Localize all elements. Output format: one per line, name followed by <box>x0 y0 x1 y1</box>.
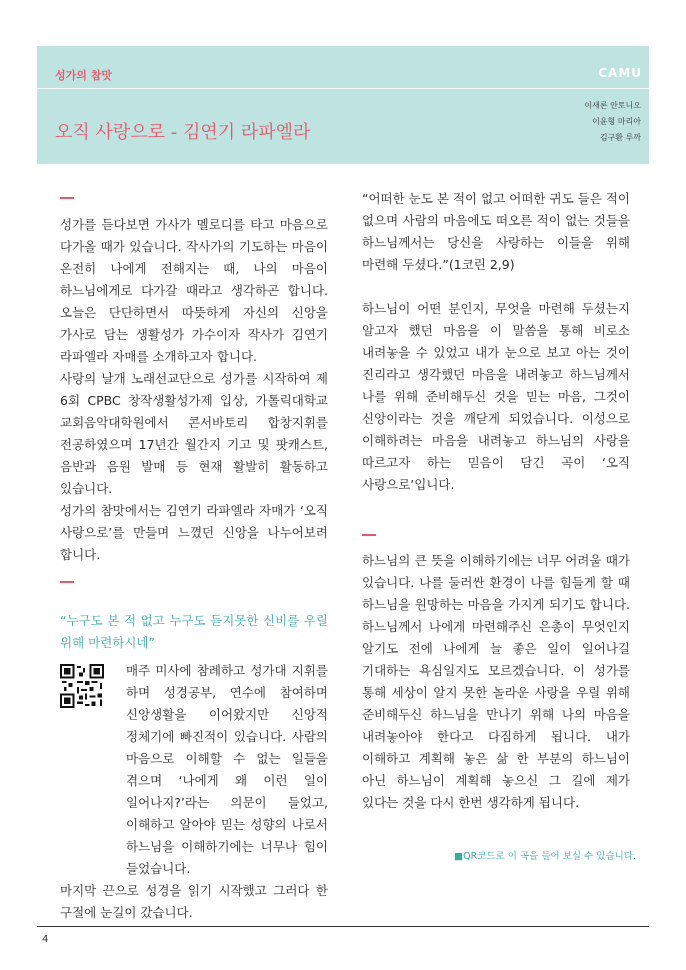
article-header <box>37 46 649 164</box>
contributor-name: 이새론 안토니오 <box>584 101 641 110</box>
header-divider <box>37 88 649 89</box>
intro-paragraph: 성가를 듣다보면 가사가 멜로디를 타고 마음으로 다가올 때가 있습니다. 작사가의 기도하는 마음이 온전히 나에게 전해지는 때, 나의 마음이 하느님에게로 다가갈 때라고 생각하곤 합니다. 오늘은 단단하면서 따뜻하게 자신의 신앙을 가사로 담는 생활성가 가수이자 작사가 김연기 라파엘라 자매를 소개하고자 합니다. <box>60 217 328 364</box>
qr-section <box>60 660 328 880</box>
contributor-names <box>584 98 641 146</box>
article-title: 오직 사랑으로 - 김연기 라파엘라 <box>55 122 311 143</box>
closing-paragraph: 성가의 참맛에서는 김연기 라파엘라 자매가 ‘오직 사랑으로’를 만들며 느꼈던 신앙을 나누어보려 합니다. <box>60 503 328 562</box>
qr-paragraph: 매주 미사에 참례하고 성가대 지휘를 하며 성경공부, 연수에 참여하며 신앙생활을 이어왔지만 신앙적 정체기에 빠진적이 있습니다. 사람의 마음으로 이해할 수 없는 일들을 겪으며 ‘나에게 왜 이런 일이 일어나지?’라는 의문이 들었고, 이해하고 알아야 믿는 성향의 나로서 하느님을 이해하기에는 너무나 힘이 들었습니다. <box>126 663 328 876</box>
page-number: 4 <box>42 934 49 945</box>
section-dash <box>60 197 74 199</box>
brand-logo: CAMU <box>598 66 642 80</box>
qr-note: ■QR코드로 이 곡을 들어 보실 수 있습니다. <box>454 851 636 862</box>
qr-code-icon[interactable] <box>60 664 104 708</box>
reflection-paragraph: 하느님이 어떤 분인지, 무엇을 마련해 두셨는지 알고자 했던 마음을 이 말씀을 통해 비로소 내려놓을 수 있었고 내가 눈으로 보고 아는 것이 진리라고 생각했던 마음을 내려놓고 하느님께서 나를 위해 준비해두신 것을 믿는 마음, 그것이 신앙이라는 것을 깨닫게 되었습니다. 이성으로 이해하려는 마음을 내려놓고 하느님의 사랑을 따르고자 하는 믿음이 담긴 곡이 ‘오직 사랑으로’입니다. <box>362 301 630 492</box>
conclusion-paragraph: 하느님의 큰 뜻을 이해하기에는 너무 어려울 때가 있습니다. 나를 둘러싼 환경이 나를 힘들게 할 때 하느님을 원망하는 마음을 가지게 되기도 합니다. 하느님께서 나에게 마련해주신 은총이 무엇인지 알기도 전에 나에게 늘 좋은 일이 일어나길 기대하는 욕심일지도 모르겠습니다. 이 성가를 통해 세상이 알지 못한 놀라운 사랑을 우릴 위해 준비해두신 하느님을 만나기 위해 나의 마음을 내려놓아야 한다고 다짐하게 됩니다. 내가 이해하고 계획해 놓은 삶 한 부분의 하느님이 아닌 하느님이 계획해 놓으신 그 길에 제가 있다는 것을 다시 한번 생각하게 됩니다. <box>362 553 630 810</box>
last-paragraph: 마지막 끈으로 성경을 읽기 시작했고 그러다 한 구절에 눈길이 갔습니다. <box>60 883 328 920</box>
lyric-quote: “누구도 본 적 없고 누구도 듣지못한 신비를 우릴 위해 마련하시네” <box>60 613 328 650</box>
bio-paragraph: 사랑의 날개 노래선교단으로 성가를 시작하여 제 6회 CPBC 창작생활성가제 입상, 가톨릭대학교 교회음악대학원에서 콘서바토리 합창지휘를 전공하였으며 17년간 월간지 기고 및 팟캐스트, 음반과 음원 발매 등 현재 활발히 활동하고 있습니다. <box>60 371 328 496</box>
left-column <box>60 214 328 924</box>
bible-quote: “어떠한 눈도 본 적이 없고 어떠한 귀도 들은 적이 없으며 사람의 마음에도 떠오른 적이 없는 것들을 하느님께서는 당신을 사랑하는 이들을 위해 마련해 두셨다.”(1코린 2,9) <box>362 191 630 272</box>
contributor-name: 이윤형 마리아 <box>592 117 641 126</box>
section-label: 성가의 참맛 <box>55 69 112 82</box>
footer-divider <box>37 926 649 927</box>
right-column <box>362 188 630 814</box>
contributor-name: 김구환 루까 <box>599 133 641 142</box>
